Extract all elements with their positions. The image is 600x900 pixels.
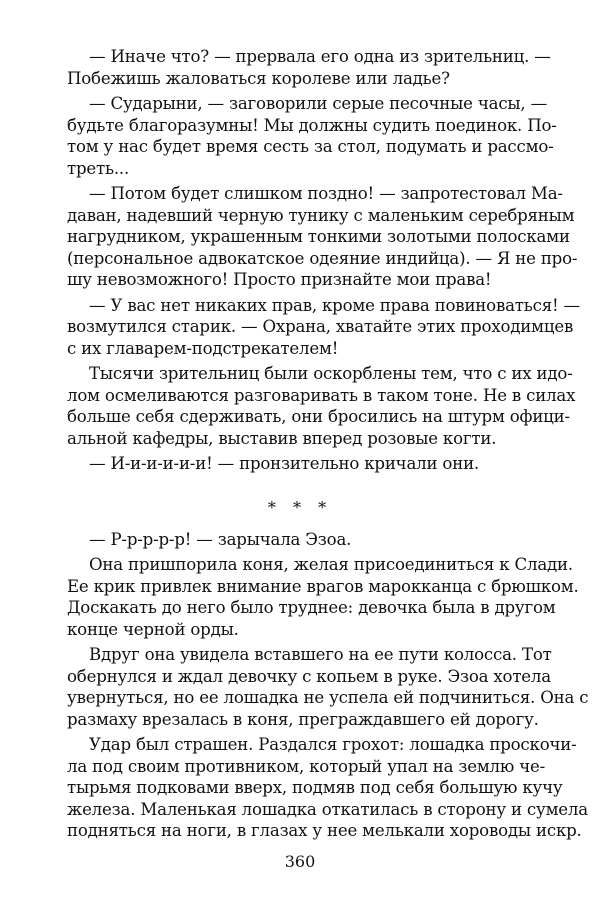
text-line: Ее крик привлек внимание врагов марокканца с брюшком.	[67, 576, 579, 596]
text-line: том у нас будет время сесть за стол, подумать и рассмо-	[67, 137, 554, 156]
text-line: — Потом будет слишком поздно! — запротестовал Ма-	[89, 184, 563, 203]
text-line: с их главарем-подстрекателем!	[67, 338, 339, 358]
text-line: тырьмя подковами вверх, подмяв под себя большую кучу	[67, 778, 563, 797]
text-block-bottom	[67, 529, 589, 842]
paragraph-9	[67, 644, 589, 730]
text-line: альной кафедры, выставив вперед розовые когти.	[67, 428, 497, 448]
text-line: Удар был страшен. Раздался грохот: лошадка проскочи-	[89, 735, 577, 754]
page-number: 360	[284, 852, 316, 871]
text-line: возмутился старик. — Охрана, хватайте этих проходимцев	[67, 317, 574, 336]
text-line: Доскакать до него было труднее: девочка была в другом	[67, 598, 556, 617]
text-line: железа. Маленькая лошадка откатилась в сторону и сумела	[67, 799, 588, 819]
paragraph-1	[67, 46, 551, 89]
text-line: больше себя сдерживать, они бросились на штурм офици-	[67, 407, 570, 426]
text-line: конце черной орды.	[67, 619, 239, 639]
text-line: нагрудником, украшенным тонкими золотыми полосками	[67, 227, 570, 246]
text-line: обернулся и ждал девочку с копьем в руке. Эзоа хотела	[67, 666, 551, 686]
text-line: — Сударыни, — заговорили серые песочные часы, —	[89, 94, 547, 113]
paragraph-7	[67, 529, 533, 551]
text-line: (персональное адвокатское одеяние индийца). — Я не про-	[67, 248, 578, 268]
text-line: — И-и-и-и-и-и! — пронзительно кричали они.	[89, 454, 480, 473]
text-line: будьте благоразумны! Мы должны судить поединок. По-	[67, 115, 557, 135]
text-line: даван, надевший черную тунику с маленьким серебряным	[67, 205, 575, 225]
text-line: подняться на ноги, в глазах у нее мелькали хороводы искр.	[67, 821, 582, 840]
text-line: лом осмеливаются разговаривать в таком тоне. Не в силах	[67, 385, 576, 405]
text-line: размаху врезалась в коня, преграждавшего ей дорогу.	[67, 709, 539, 729]
paragraph-3	[67, 183, 578, 291]
text-line: шу невозможного! Просто признайте мои права!	[67, 270, 492, 289]
text-line: — Р-р-р-р-р! — зарычала Эзоа.	[89, 529, 352, 549]
text-line: Вдруг она увидела вставшего на ее пути колосса. Тот	[89, 645, 552, 664]
book-page	[67, 46, 589, 842]
paragraph-4	[67, 295, 580, 360]
text-line: увернуться, но ее лошадка не успела ей подчиниться. Она с	[67, 688, 589, 707]
paragraph-2	[67, 93, 557, 179]
text-line: — У вас нет никаких прав, кроме права повиноваться! —	[89, 295, 580, 315]
text-line: Побежишь жаловаться королеве или ладье?	[67, 68, 450, 88]
text-line: Она пришпорила коня, желая присоединиться к Слади.	[89, 555, 573, 574]
paragraph-5	[67, 363, 576, 449]
paragraph-6	[67, 453, 533, 475]
text-line: треть...	[67, 158, 130, 178]
text-block-top	[67, 46, 580, 475]
section-break: * * *	[267, 497, 333, 517]
paragraph-8	[67, 554, 579, 640]
text-line: Тысячи зрительниц были оскорблены тем, что с их идо-	[89, 364, 573, 383]
text-line: ла под своим противником, который упал на землю че-	[67, 756, 546, 776]
paragraph-10	[67, 734, 588, 842]
text-line: — Иначе что? — прервала его одна из зрительниц. —	[89, 47, 551, 66]
